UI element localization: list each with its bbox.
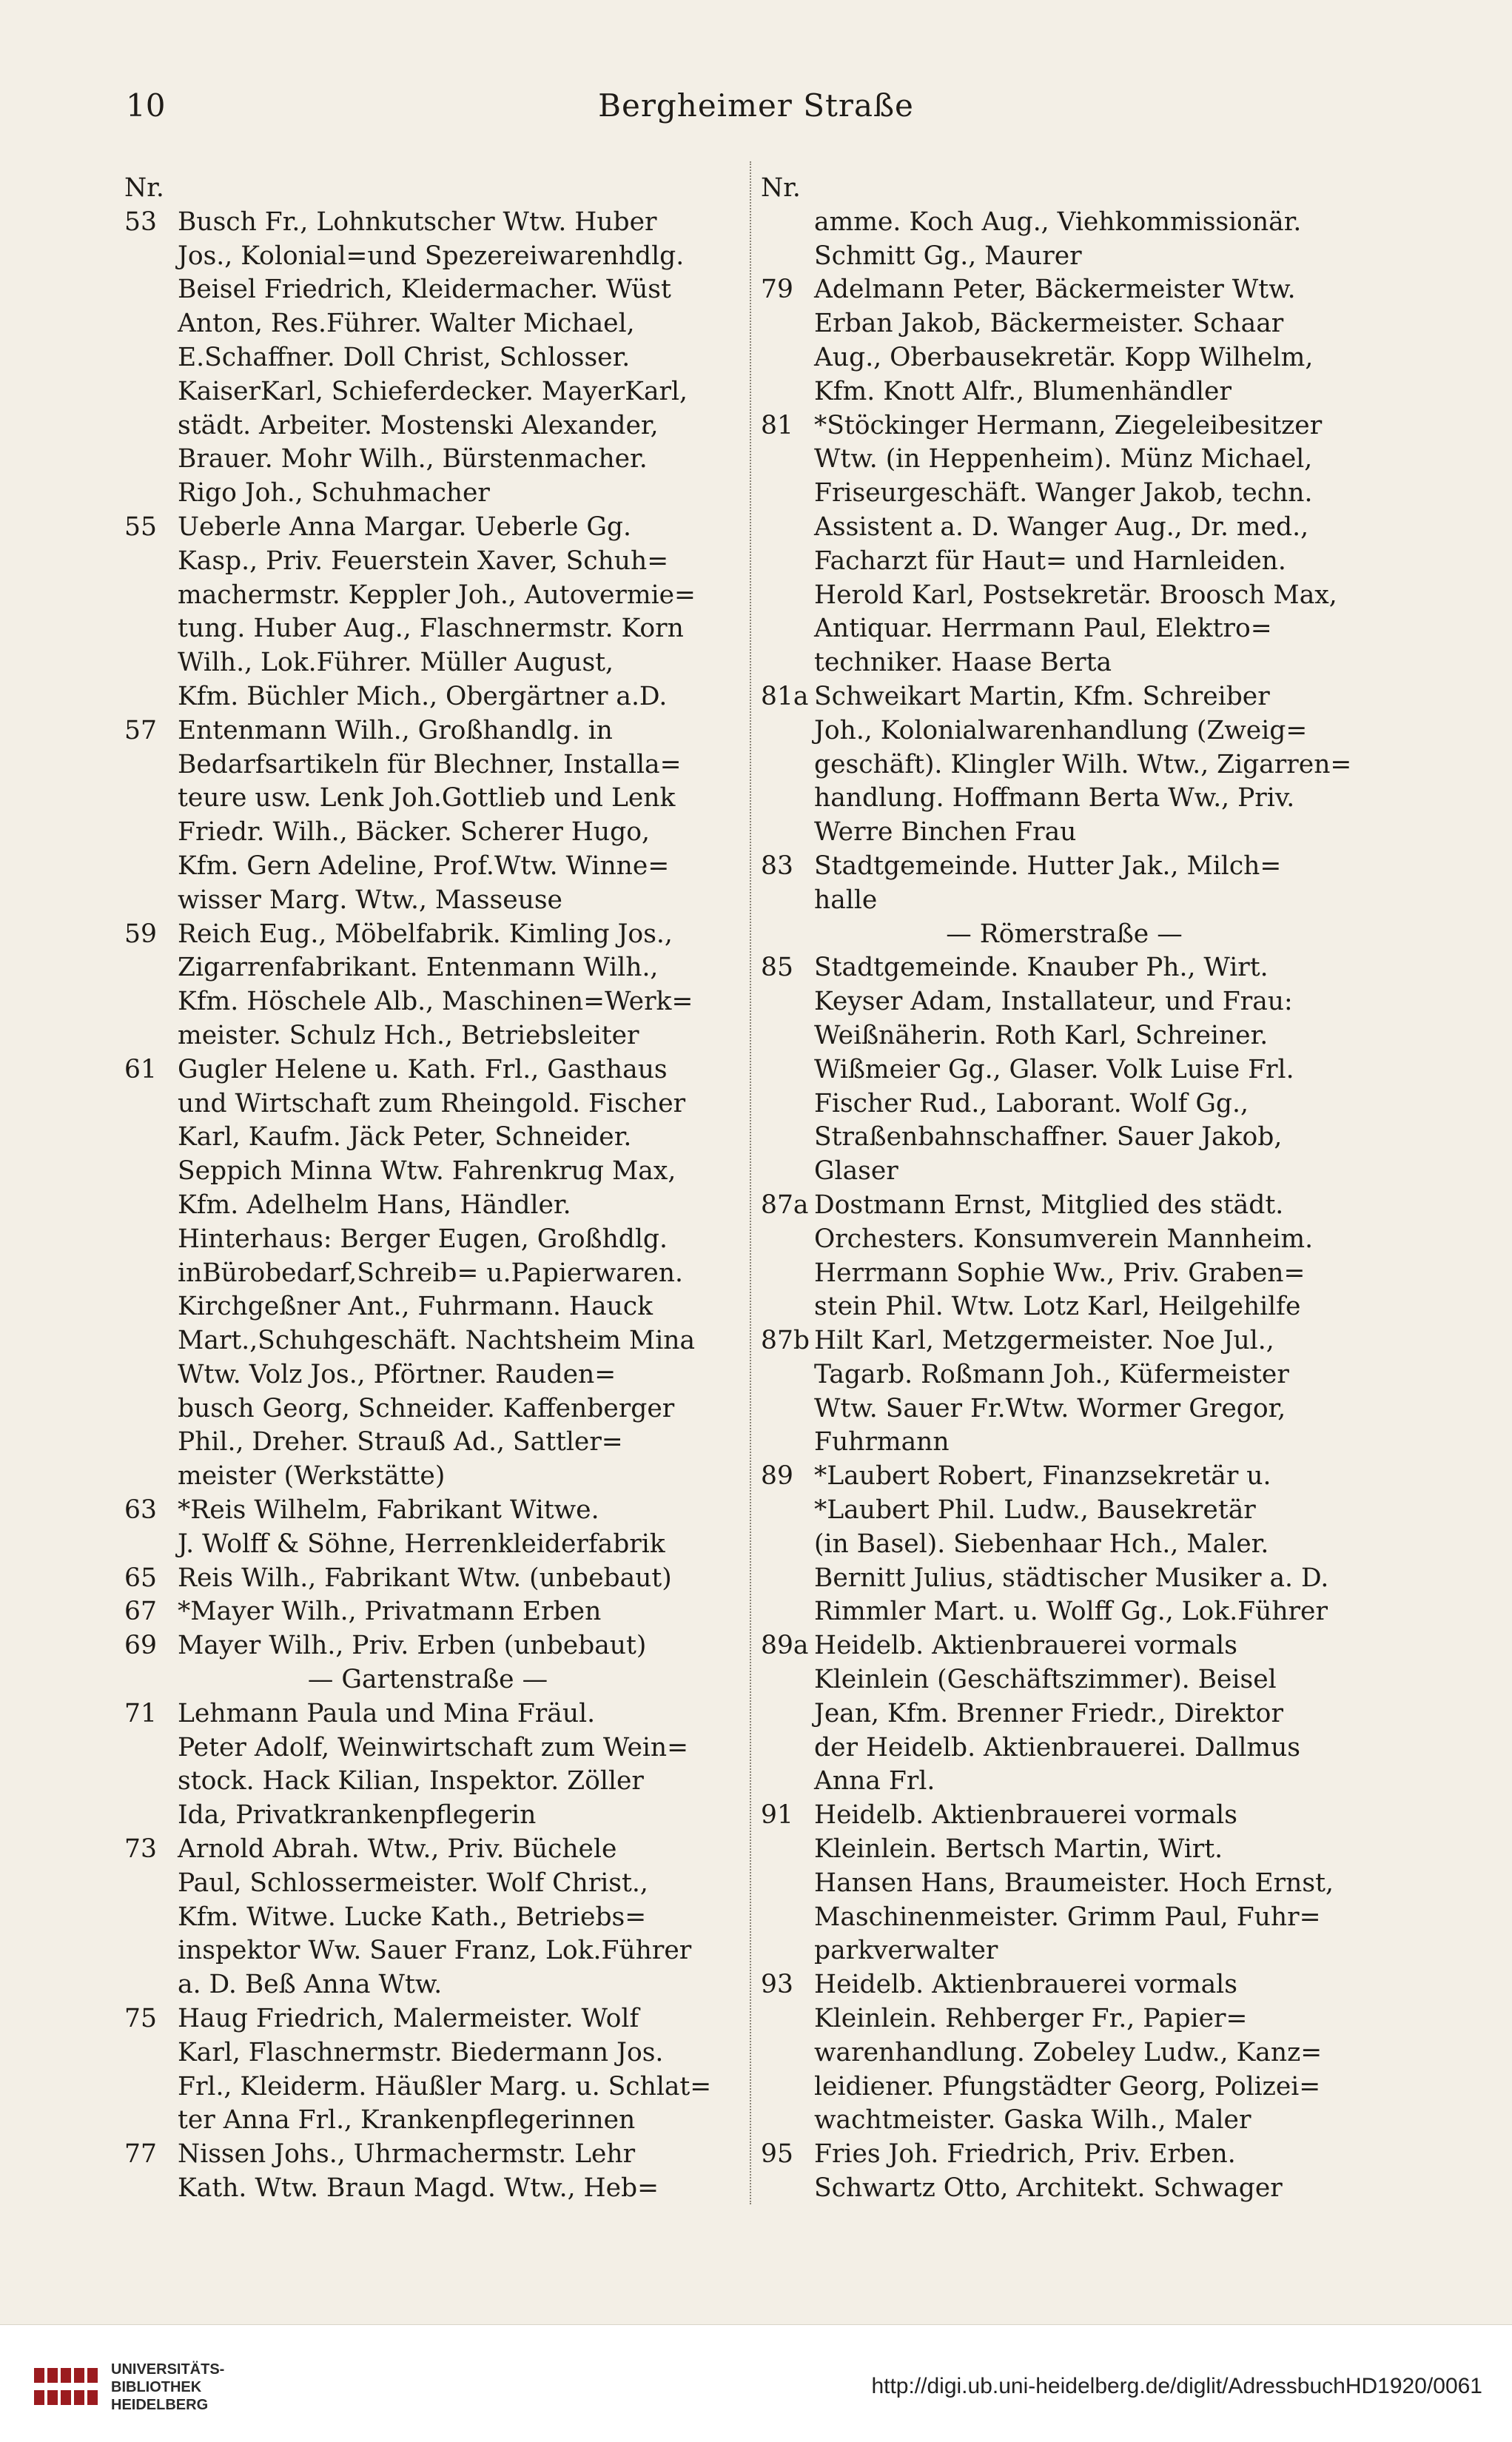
entry-text: Kasp., Priv. Feuerstein Xaver, Schuh= — [178, 546, 669, 576]
entry-line — [124, 1053, 731, 1087]
house-number: 79 — [761, 275, 793, 305]
entry-text: Nr. — [124, 173, 164, 203]
entry-text: Karl, Flaschnermstr. Biedermann Jos. — [178, 2037, 664, 2067]
house-number: 75 — [124, 2004, 157, 2034]
entry-text: Kath. Wtw. Braun Magd. Wtw., Heb= — [178, 2173, 659, 2204]
entry-text: Wtw. Sauer Fr.Wtw. Wormer Gregor, — [814, 1393, 1286, 1423]
entry-text: *Laubert Robert, Finanzsekretär u. — [814, 1461, 1271, 1492]
entry-text: der Heidelb. Aktienbrauerei. Dallmus — [814, 1732, 1300, 1762]
entry-text: Schwartz Otto, Architekt. Schwager — [814, 2173, 1283, 2204]
entry-line — [761, 1833, 1368, 1867]
entry-text: Glaser — [814, 1156, 898, 1187]
entry-line — [124, 1528, 731, 1562]
entry-line — [761, 816, 1368, 850]
entry-text: *Stöckinger Hermann, Ziegeleibesitzer — [814, 410, 1323, 440]
entry-text: Herold Karl, Postsekretär. Broosch Max, — [814, 580, 1337, 610]
entry-line — [124, 273, 731, 307]
entry-line — [124, 477, 731, 511]
entry-text: Phil., Dreher. Strauß Ad., Sattler= — [178, 1427, 623, 1458]
entry-line — [124, 1155, 731, 1189]
entry-line — [124, 1731, 731, 1765]
street-heading — [124, 1663, 731, 1697]
entry-text: stock. Hack Kilian, Inspektor. Zöller — [178, 1766, 644, 1797]
entry-line — [761, 612, 1368, 646]
entry-text: Wilh., Lok.Führer. Müller August, — [178, 648, 614, 678]
entry-line — [124, 1257, 731, 1291]
entry-line — [124, 2172, 731, 2206]
entry-line — [124, 612, 731, 646]
entry-text: Entenmann Wilh., Großhandlg. in — [178, 715, 613, 745]
footer-bar — [0, 2324, 1512, 2442]
entry-text: handlung. Hoffmann Berta Ww., Priv. — [814, 783, 1295, 814]
entry-text: parkverwalter — [814, 1936, 998, 1966]
entry-text: Wtw. Volz Jos., Pförtner. Rauden= — [178, 1359, 616, 1389]
house-number: 71 — [124, 1698, 157, 1728]
entry-line — [124, 884, 731, 918]
column-divider — [750, 161, 751, 2204]
house-number: 63 — [124, 1495, 157, 1526]
entry-text: Nissen Johs., Uhrmachermstr. Lehr — [178, 2139, 636, 2170]
entry-line — [761, 307, 1368, 341]
entry-text: Beisel Friedrich, Kleidermacher. Wüst — [178, 275, 671, 305]
entry-line — [761, 951, 1368, 985]
entry-line — [761, 1867, 1368, 1901]
entry-line — [761, 1629, 1368, 1663]
entry-line — [124, 850, 731, 884]
entry-line — [124, 2002, 731, 2036]
entry-text: meister (Werkstätte) — [178, 1461, 446, 1492]
entry-line — [124, 409, 731, 443]
street-heading — [761, 918, 1368, 952]
entry-line — [761, 1663, 1368, 1697]
house-number: 73 — [124, 1834, 157, 1865]
entry-line — [124, 714, 731, 748]
entry-line — [761, 2104, 1368, 2138]
entry-text: Jean, Kfm. Brenner Friedr., Direktor — [814, 1698, 1283, 1728]
entry-text: Kfm. Büchler Mich., Obergärtner a.D. — [178, 681, 668, 711]
entry-line — [124, 1087, 731, 1121]
entry-line — [761, 1460, 1368, 1494]
entry-text: Keyser Adam, Installateur, und Frau: — [814, 987, 1293, 1017]
entry-line — [124, 1934, 731, 1968]
entry-text: Nr. — [761, 173, 801, 203]
entry-text: Rimmler Mart. u. Wolff Gg., Lok.Führer — [814, 1597, 1328, 1627]
entry-text: Kfm. Adelhelm Hans, Händler. — [178, 1190, 571, 1220]
entry-text: Haug Friedrich, Malermeister. Wolf — [178, 2004, 639, 2034]
entry-line — [761, 1121, 1368, 1155]
entry-line — [124, 1968, 731, 2002]
entry-text: Bernitt Julius, städtischer Musiker a. D. — [814, 1563, 1329, 1593]
house-number: 93 — [761, 1970, 793, 2000]
entry-line — [761, 1528, 1368, 1562]
entry-text: Tagarb. Roßmann Joh., Küfermeister — [814, 1359, 1289, 1389]
entry-line — [124, 1392, 731, 1426]
entry-line — [761, 1087, 1368, 1121]
house-number: 53 — [124, 207, 157, 237]
entry-line — [761, 714, 1368, 748]
entry-line — [124, 341, 731, 375]
house-number: 81a — [761, 681, 809, 711]
entry-text: Assistent a. D. Wanger Aug., Dr. med., — [814, 511, 1309, 542]
entry-line — [761, 2036, 1368, 2070]
entry-text: Hilt Karl, Metzgermeister. Noe Jul., — [814, 1326, 1274, 1356]
house-number: 65 — [124, 1563, 157, 1593]
source-url-link[interactable]: http://digi.ub.uni-heidelberg.de/diglit/AdressbuchHD1920/0061 — [871, 2374, 1482, 2398]
entry-line — [761, 1290, 1368, 1324]
entry-line — [761, 1901, 1368, 1935]
entry-line — [124, 579, 731, 613]
entry-text: Kfm. Witwe. Lucke Kath., Betriebs= — [178, 1902, 647, 1932]
entry-line — [124, 1765, 731, 1799]
entry-text: halle — [814, 885, 878, 915]
house-number: 57 — [124, 715, 157, 745]
entry-line — [761, 1223, 1368, 1257]
column-heading — [761, 172, 1368, 206]
entry-text: Brauer. Mohr Wilh., Bürstenmacher. — [178, 444, 648, 474]
entry-text: inBürobedarf,Schreib= u.Papierwaren. — [178, 1258, 683, 1288]
entry-text: warenhandlung. Zobeley Ludw., Kanz= — [814, 2037, 1323, 2067]
entry-line — [761, 375, 1368, 409]
entry-line — [761, 1324, 1368, 1358]
entry-line — [124, 1460, 731, 1494]
house-number: 69 — [124, 1631, 157, 1661]
entry-text: städt. Arbeiter. Mostenski Alexander, — [178, 410, 659, 440]
entry-line — [124, 545, 731, 579]
entry-line — [761, 1155, 1368, 1189]
entry-text: Fischer Rud., Laborant. Wolf Gg., — [814, 1088, 1249, 1118]
house-number: 81 — [761, 410, 793, 440]
entry-text: *Reis Wilhelm, Fabrikant Witwe. — [178, 1495, 599, 1526]
entry-text: Adelmann Peter, Bäckermeister Wtw. — [814, 275, 1296, 305]
entry-text: Reis Wilh., Fabrikant Wtw. (unbebaut) — [178, 1563, 672, 1593]
house-number: 87a — [761, 1190, 809, 1220]
house-number: 91 — [761, 1800, 793, 1831]
entry-line — [761, 1562, 1368, 1596]
entry-text: Dostmann Ernst, Mitglied des städt. — [814, 1190, 1284, 1220]
entry-text: Friedr. Wilh., Bäcker. Scherer Hugo, — [178, 817, 650, 848]
entry-text: Kfm. Knott Alfr., Blumenhändler — [814, 376, 1232, 406]
entry-text: Lehmann Paula und Mina Fräul. — [178, 1698, 596, 1728]
entry-line — [761, 2138, 1368, 2172]
entry-line — [124, 443, 731, 477]
entry-line — [761, 240, 1368, 274]
entry-line — [124, 206, 731, 240]
house-number: 55 — [124, 511, 157, 542]
entry-text: wisser Marg. Wtw., Masseuse — [178, 885, 562, 915]
entry-line — [124, 1426, 731, 1460]
house-number: 67 — [124, 1597, 157, 1627]
entry-text: Fries Joh. Friedrich, Priv. Erben. — [814, 2139, 1236, 2170]
entry-text: Ueberle Anna Margar. Ueberle Gg. — [178, 511, 631, 542]
left-column — [124, 172, 731, 2206]
entry-line — [761, 1765, 1368, 1799]
entry-line — [761, 850, 1368, 884]
entry-line — [124, 985, 731, 1019]
entry-line — [124, 2104, 731, 2138]
entry-line — [124, 2036, 731, 2070]
entry-line — [124, 2070, 731, 2104]
entry-line — [761, 273, 1368, 307]
entry-line — [761, 1358, 1368, 1392]
entry-text: Kleinlein. Bertsch Martin, Wirt. — [814, 1834, 1223, 1865]
entry-line — [124, 1697, 731, 1731]
entry-line — [761, 545, 1368, 579]
entry-text: Schweikart Martin, Kfm. Schreiber — [814, 681, 1270, 711]
entry-line — [761, 680, 1368, 714]
house-number: 89 — [761, 1461, 793, 1492]
library-name — [111, 2361, 224, 2414]
page-number: 10 — [126, 87, 166, 124]
column-heading — [124, 172, 731, 206]
entry-line — [124, 1223, 731, 1257]
entry-text: E.Schaffner. Doll Christ, Schlosser. — [178, 342, 631, 372]
entry-text: Busch Fr., Lohnkutscher Wtw. Huber — [178, 207, 657, 237]
entry-text: Karl, Kaufm. Jäck Peter, Schneider. — [178, 1122, 632, 1153]
entry-text: Hansen Hans, Braumeister. Hoch Ernst, — [814, 1868, 1334, 1898]
entry-text: und Wirtschaft zum Rheingold. Fischer — [178, 1088, 686, 1118]
entry-line — [761, 1799, 1368, 1833]
entry-line — [761, 1019, 1368, 1053]
entry-text: Fuhrmann — [814, 1427, 950, 1458]
entry-text: KaiserKarl, Schieferdecker. MayerKarl, — [178, 376, 688, 406]
entry-line — [761, 477, 1368, 511]
entry-line — [124, 1324, 731, 1358]
house-number: 89a — [761, 1631, 809, 1661]
entry-text: *Laubert Phil. Ludw., Bausekretär — [814, 1495, 1256, 1526]
entry-text: tung. Huber Aug., Flaschnermstr. Korn — [178, 614, 684, 644]
entry-text: Mart.,Schuhgeschäft. Nachtsheim Mina — [178, 1326, 696, 1356]
entry-text: machermstr. Keppler Joh., Autovermie= — [178, 580, 696, 610]
entry-text: Ida, Privatkrankenpflegerin — [178, 1800, 537, 1831]
entry-line — [124, 1494, 731, 1528]
entry-text: stein Phil. Wtw. Lotz Karl, Heilgehilfe — [814, 1292, 1301, 1322]
house-number: 59 — [124, 919, 157, 949]
page-title: Bergheimer Straße — [598, 87, 914, 124]
entry-line — [761, 2070, 1368, 2104]
entry-text: Heidelb. Aktienbrauerei vormals — [814, 1970, 1237, 2000]
entry-line — [124, 511, 731, 545]
entry-line — [761, 1426, 1368, 1460]
entry-text: Zigarrenfabrikant. Entenmann Wilh., — [178, 953, 659, 983]
entry-text: meister. Schulz Hch., Betriebsleiter — [178, 1020, 639, 1050]
entry-line — [124, 1901, 731, 1935]
library-line-1: UNIVERSITÄTS- — [111, 2361, 225, 2378]
entry-line — [124, 240, 731, 274]
entry-line — [761, 409, 1368, 443]
entry-line — [124, 2138, 731, 2172]
entry-line — [124, 1833, 731, 1867]
entry-line — [761, 1257, 1368, 1291]
entry-line — [761, 782, 1368, 816]
entry-text: Aug., Oberbausekretär. Kopp Wilhelm, — [814, 342, 1314, 372]
entry-text: Seppich Minna Wtw. Fahrenkrug Max, — [178, 1156, 676, 1187]
entry-text: Kleinlein (Geschäftszimmer). Beisel — [814, 1665, 1277, 1695]
entry-line — [124, 951, 731, 985]
right-column — [761, 172, 1368, 2206]
entry-line — [761, 511, 1368, 545]
entry-line — [124, 918, 731, 952]
entry-text: Weißnäherin. Roth Karl, Schreiner. — [814, 1020, 1269, 1050]
entry-text: *Mayer Wilh., Privatmann Erben — [178, 1597, 602, 1627]
entry-line — [761, 1053, 1368, 1087]
library-logo-icon — [30, 2364, 104, 2409]
entry-line — [124, 816, 731, 850]
entry-text: Frl., Kleiderm. Häußler Marg. u. Schlat= — [178, 2071, 712, 2101]
entry-line — [761, 1494, 1368, 1528]
entry-text: techniker. Haase Berta — [814, 648, 1112, 678]
entry-text: Stadtgemeinde. Hutter Jak., Milch= — [814, 851, 1282, 881]
entry-text: busch Georg, Schneider. Kaffenberger — [178, 1393, 675, 1423]
entry-line — [124, 1019, 731, 1053]
entry-line — [761, 1968, 1368, 2002]
entry-line — [124, 1629, 731, 1663]
entry-line — [761, 1189, 1368, 1223]
entry-text: Friseurgeschäft. Wanger Jakob, techn. — [814, 478, 1313, 509]
entry-text: Heidelb. Aktienbrauerei vormals — [814, 1631, 1237, 1661]
entry-text: Orchesters. Konsumverein Mannheim. — [814, 1224, 1314, 1254]
entry-line — [124, 1799, 731, 1833]
entry-text: amme. Koch Aug., Viehkommissionär. — [814, 207, 1302, 237]
entry-text: wachtmeister. Gaska Wilh., Maler — [814, 2105, 1251, 2136]
entry-text: — Gartenstraße — — [307, 1665, 548, 1695]
entry-line — [761, 1392, 1368, 1426]
entry-text: Herrmann Sophie Ww., Priv. Graben= — [814, 1258, 1306, 1288]
entry-line — [124, 1189, 731, 1223]
entry-text: Antiquar. Herrmann Paul, Elektro= — [814, 614, 1272, 644]
entry-line — [124, 782, 731, 816]
entry-text: Maschinenmeister. Grimm Paul, Fuhr= — [814, 1902, 1321, 1932]
entry-line — [761, 1731, 1368, 1765]
house-number: 61 — [124, 1054, 157, 1084]
entry-line — [124, 1595, 731, 1629]
entry-line — [124, 1121, 731, 1155]
entry-line — [124, 680, 731, 714]
entry-text: Wtw. (in Heppenheim). Münz Michael, — [814, 444, 1313, 474]
entry-text: J. Wolff & Söhne, Herrenkleiderfabrik — [178, 1529, 665, 1559]
entry-line — [761, 2172, 1368, 2206]
entry-text: — Römerstraße — — [946, 919, 1183, 949]
entry-text: Straßenbahnschaffner. Sauer Jakob, — [814, 1122, 1283, 1153]
entry-text: ter Anna Frl., Krankenpflegerinnen — [178, 2105, 636, 2136]
entry-text: Heidelb. Aktienbrauerei vormals — [814, 1800, 1237, 1831]
entry-text: Arnold Abrah. Wtw., Priv. Büchele — [178, 1834, 617, 1865]
entry-text: Bedarfsartikeln für Blechner, Installa= — [178, 749, 682, 779]
entry-text: Rigo Joh., Schuhmacher — [178, 478, 490, 509]
entry-text: Kfm. Gern Adeline, Prof.Wtw. Winne= — [178, 851, 670, 881]
library-line-3: HEIDELBERG — [111, 2397, 209, 2413]
entry-text: Kirchgeßner Ant., Fuhrmann. Hauck — [178, 1292, 653, 1322]
entry-line — [124, 307, 731, 341]
house-number: 77 — [124, 2139, 157, 2170]
entry-text: Anton, Res.Führer. Walter Michael, — [178, 309, 635, 339]
entry-line — [761, 206, 1368, 240]
house-number: 83 — [761, 851, 793, 881]
entry-text: Gugler Helene u. Kath. Frl., Gasthaus — [178, 1054, 668, 1084]
entry-line — [124, 1562, 731, 1596]
entry-text: a. D. Beß Anna Wtw. — [178, 1970, 443, 2000]
entry-text: Wißmeier Gg., Glaser. Volk Luise Frl. — [814, 1054, 1294, 1084]
house-number: 95 — [761, 2139, 793, 2170]
entry-text: Mayer Wilh., Priv. Erben (unbebaut) — [178, 1631, 647, 1661]
entry-text: Peter Adolf, Weinwirtschaft zum Wein= — [178, 1732, 689, 1762]
entry-line — [761, 646, 1368, 680]
house-number: 85 — [761, 953, 793, 983]
entry-text: Anna Frl. — [814, 1766, 935, 1797]
entry-line — [761, 985, 1368, 1019]
entry-line — [761, 1697, 1368, 1731]
entry-line — [124, 646, 731, 680]
entry-line — [124, 1358, 731, 1392]
entry-text: Schmitt Gg., Maurer — [814, 241, 1082, 271]
entry-text: Hinterhaus: Berger Eugen, Großhdlg. — [178, 1224, 668, 1254]
entry-text: Erban Jakob, Bäckermeister. Schaar — [814, 309, 1284, 339]
house-number: 87b — [761, 1326, 810, 1356]
entry-text: Stadtgemeinde. Knauber Ph., Wirt. — [814, 953, 1269, 983]
entry-text: Jos., Kolonial=und Spezereiwarenhdlg. — [178, 241, 685, 271]
entry-text: (in Basel). Siebenhaar Hch., Maler. — [814, 1529, 1269, 1559]
entry-line — [124, 375, 731, 409]
entry-text: Kleinlein. Rehberger Fr., Papier= — [814, 2004, 1248, 2034]
entry-line — [761, 1934, 1368, 1968]
entry-line — [761, 884, 1368, 918]
entry-line — [761, 1595, 1368, 1629]
entry-text: Facharzt für Haut= und Harnleiden. — [814, 546, 1286, 576]
entry-text: leidiener. Pfungstädter Georg, Polizei= — [814, 2071, 1321, 2101]
entry-text: teure usw. Lenk Joh.Gottlieb und Lenk — [178, 783, 676, 814]
entry-line — [124, 1290, 731, 1324]
entry-text: Joh., Kolonialwarenhandlung (Zweig= — [814, 715, 1308, 745]
library-line-2: BIBLIOTHEK — [111, 2379, 202, 2395]
entry-text: Werre Binchen Frau — [814, 817, 1077, 848]
entry-line — [124, 748, 731, 782]
entry-line — [761, 748, 1368, 782]
entry-text: Kfm. Höschele Alb., Maschinen=Werk= — [178, 987, 693, 1017]
entry-text: inspektor Ww. Sauer Franz, Lok.Führer — [178, 1936, 692, 1966]
entry-line — [761, 2002, 1368, 2036]
entry-text: Paul, Schlossermeister. Wolf Christ., — [178, 1868, 648, 1898]
entry-line — [761, 341, 1368, 375]
entry-line — [761, 443, 1368, 477]
entry-text: Reich Eug., Möbelfabrik. Kimling Jos., — [178, 919, 673, 949]
entry-line — [761, 579, 1368, 613]
entry-line — [124, 1867, 731, 1901]
entry-text: geschäft). Klingler Wilh. Wtw., Zigarren= — [814, 749, 1352, 779]
